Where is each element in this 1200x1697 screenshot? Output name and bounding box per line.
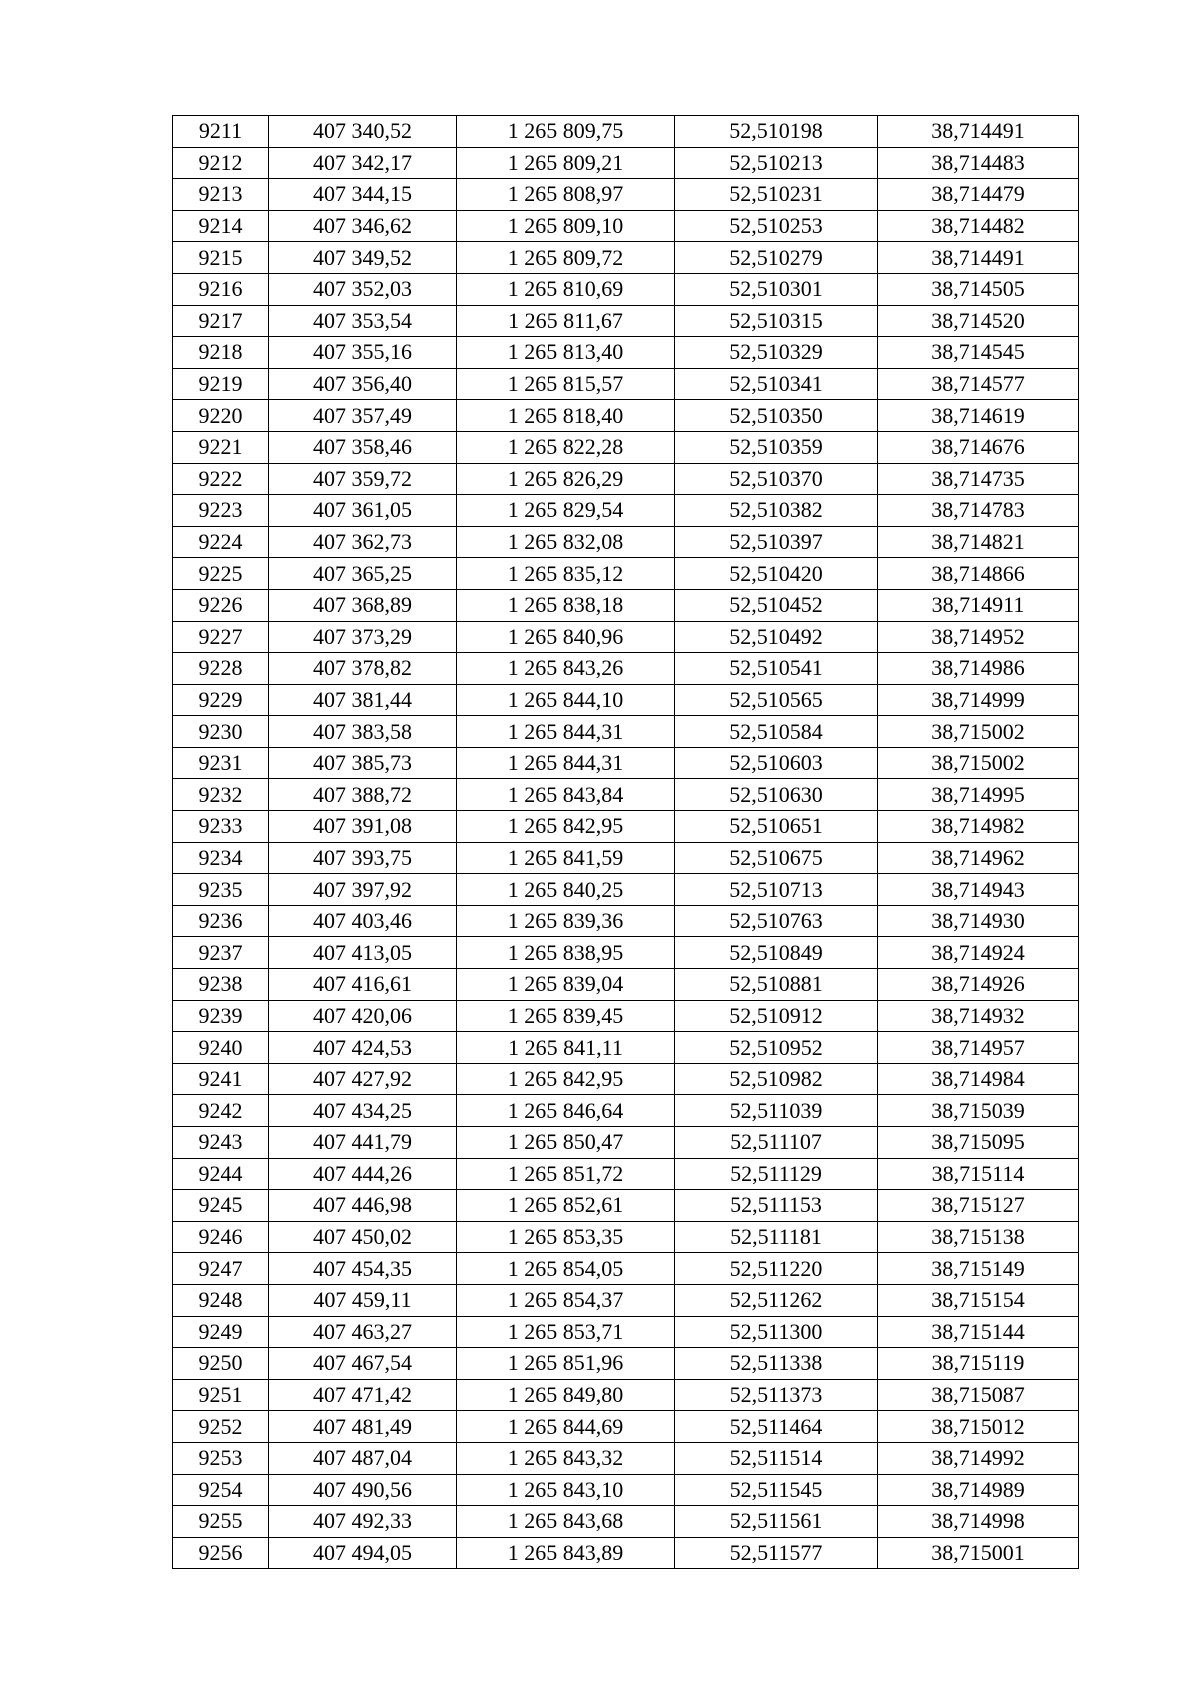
latitude-cell: 52,510651: [675, 811, 878, 843]
table-row: [173, 653, 1079, 685]
table-row: [173, 1474, 1079, 1506]
latitude-cell: 52,510452: [675, 589, 878, 621]
latitude-cell: 52,510341: [675, 368, 878, 400]
latitude-cell: 52,510603: [675, 747, 878, 779]
longitude-cell: 38,714483: [878, 147, 1079, 179]
y-coordinate-cell: 1 265 826,29: [457, 463, 675, 495]
longitude-cell: 38,715001: [878, 1537, 1079, 1569]
longitude-cell: 38,714932: [878, 1000, 1079, 1032]
table-row: [173, 1190, 1079, 1222]
y-coordinate-cell: 1 265 840,25: [457, 874, 675, 906]
y-coordinate-cell: 1 265 846,64: [457, 1095, 675, 1127]
longitude-cell: 38,714999: [878, 684, 1079, 716]
longitude-cell: 38,714505: [878, 273, 1079, 305]
x-coordinate-cell: 407 446,98: [269, 1190, 457, 1222]
table-row: [173, 495, 1079, 527]
table-row: [173, 273, 1079, 305]
longitude-cell: 38,715138: [878, 1221, 1079, 1253]
longitude-cell: 38,715002: [878, 716, 1079, 748]
table-row: [173, 116, 1079, 148]
latitude-cell: 52,511561: [675, 1506, 878, 1538]
x-coordinate-cell: 407 413,05: [269, 937, 457, 969]
longitude-cell: 38,714989: [878, 1474, 1079, 1506]
latitude-cell: 52,510584: [675, 716, 878, 748]
table-row: [173, 589, 1079, 621]
point-number-cell: 9223: [173, 495, 269, 527]
y-coordinate-cell: 1 265 829,54: [457, 495, 675, 527]
x-coordinate-cell: 407 434,25: [269, 1095, 457, 1127]
point-number-cell: 9214: [173, 210, 269, 242]
y-coordinate-cell: 1 265 850,47: [457, 1127, 675, 1159]
latitude-cell: 52,510350: [675, 400, 878, 432]
table-row: [173, 179, 1079, 211]
point-number-cell: 9232: [173, 779, 269, 811]
longitude-cell: 38,714491: [878, 242, 1079, 274]
point-number-cell: 9227: [173, 621, 269, 653]
latitude-cell: 52,511220: [675, 1253, 878, 1285]
table-row: [173, 558, 1079, 590]
x-coordinate-cell: 407 467,54: [269, 1348, 457, 1380]
x-coordinate-cell: 407 444,26: [269, 1158, 457, 1190]
y-coordinate-cell: 1 265 835,12: [457, 558, 675, 590]
table-row: [173, 1127, 1079, 1159]
latitude-cell: 52,510329: [675, 337, 878, 369]
table-row: [173, 1284, 1079, 1316]
y-coordinate-cell: 1 265 843,84: [457, 779, 675, 811]
y-coordinate-cell: 1 265 815,57: [457, 368, 675, 400]
latitude-cell: 52,510231: [675, 179, 878, 211]
point-number-cell: 9237: [173, 937, 269, 969]
latitude-cell: 52,510279: [675, 242, 878, 274]
table-row: [173, 463, 1079, 495]
point-number-cell: 9240: [173, 1032, 269, 1064]
x-coordinate-cell: 407 340,52: [269, 116, 457, 148]
x-coordinate-cell: 407 450,02: [269, 1221, 457, 1253]
longitude-cell: 38,715012: [878, 1411, 1079, 1443]
y-coordinate-cell: 1 265 843,10: [457, 1474, 675, 1506]
longitude-cell: 38,714930: [878, 905, 1079, 937]
longitude-cell: 38,714984: [878, 1063, 1079, 1095]
point-number-cell: 9239: [173, 1000, 269, 1032]
x-coordinate-cell: 407 365,25: [269, 558, 457, 590]
y-coordinate-cell: 1 265 851,96: [457, 1348, 675, 1380]
x-coordinate-cell: 407 397,92: [269, 874, 457, 906]
x-coordinate-cell: 407 385,73: [269, 747, 457, 779]
x-coordinate-cell: 407 391,08: [269, 811, 457, 843]
point-number-cell: 9248: [173, 1284, 269, 1316]
x-coordinate-cell: 407 427,92: [269, 1063, 457, 1095]
point-number-cell: 9225: [173, 558, 269, 590]
y-coordinate-cell: 1 265 810,69: [457, 273, 675, 305]
y-coordinate-cell: 1 265 842,95: [457, 811, 675, 843]
y-coordinate-cell: 1 265 822,28: [457, 431, 675, 463]
y-coordinate-cell: 1 265 844,10: [457, 684, 675, 716]
latitude-cell: 52,511545: [675, 1474, 878, 1506]
y-coordinate-cell: 1 265 818,40: [457, 400, 675, 432]
y-coordinate-cell: 1 265 852,61: [457, 1190, 675, 1222]
table-row: [173, 811, 1079, 843]
latitude-cell: 52,510713: [675, 874, 878, 906]
table-row: [173, 1379, 1079, 1411]
x-coordinate-cell: 407 383,58: [269, 716, 457, 748]
x-coordinate-cell: 407 362,73: [269, 526, 457, 558]
x-coordinate-cell: 407 459,11: [269, 1284, 457, 1316]
x-coordinate-cell: 407 420,06: [269, 1000, 457, 1032]
x-coordinate-cell: 407 378,82: [269, 653, 457, 685]
table-row: [173, 1221, 1079, 1253]
longitude-cell: 38,714479: [878, 179, 1079, 211]
longitude-cell: 38,714866: [878, 558, 1079, 590]
table-row: [173, 1442, 1079, 1474]
x-coordinate-cell: 407 487,04: [269, 1442, 457, 1474]
y-coordinate-cell: 1 265 832,08: [457, 526, 675, 558]
latitude-cell: 52,511129: [675, 1158, 878, 1190]
longitude-cell: 38,714545: [878, 337, 1079, 369]
point-number-cell: 9228: [173, 653, 269, 685]
longitude-cell: 38,714821: [878, 526, 1079, 558]
table-row: [173, 1316, 1079, 1348]
table-row: [173, 210, 1079, 242]
table-row: [173, 874, 1079, 906]
y-coordinate-cell: 1 265 853,35: [457, 1221, 675, 1253]
point-number-cell: 9250: [173, 1348, 269, 1380]
longitude-cell: 38,715114: [878, 1158, 1079, 1190]
table-row: [173, 1253, 1079, 1285]
longitude-cell: 38,714491: [878, 116, 1079, 148]
x-coordinate-cell: 407 454,35: [269, 1253, 457, 1285]
table-row: [173, 1095, 1079, 1127]
longitude-cell: 38,714783: [878, 495, 1079, 527]
coordinates-table: [172, 115, 1079, 1569]
longitude-cell: 38,714982: [878, 811, 1079, 843]
point-number-cell: 9249: [173, 1316, 269, 1348]
point-number-cell: 9247: [173, 1253, 269, 1285]
point-number-cell: 9255: [173, 1506, 269, 1538]
y-coordinate-cell: 1 265 844,69: [457, 1411, 675, 1443]
point-number-cell: 9254: [173, 1474, 269, 1506]
point-number-cell: 9226: [173, 589, 269, 621]
y-coordinate-cell: 1 265 844,31: [457, 716, 675, 748]
latitude-cell: 52,511262: [675, 1284, 878, 1316]
longitude-cell: 38,714482: [878, 210, 1079, 242]
table-row: [173, 431, 1079, 463]
point-number-cell: 9230: [173, 716, 269, 748]
table-row: [173, 779, 1079, 811]
point-number-cell: 9212: [173, 147, 269, 179]
longitude-cell: 38,714943: [878, 874, 1079, 906]
longitude-cell: 38,714619: [878, 400, 1079, 432]
y-coordinate-cell: 1 265 839,45: [457, 1000, 675, 1032]
y-coordinate-cell: 1 265 843,26: [457, 653, 675, 685]
latitude-cell: 52,510198: [675, 116, 878, 148]
x-coordinate-cell: 407 416,61: [269, 969, 457, 1001]
x-coordinate-cell: 407 344,15: [269, 179, 457, 211]
table-row: [173, 1506, 1079, 1538]
latitude-cell: 52,511373: [675, 1379, 878, 1411]
table-row: [173, 969, 1079, 1001]
x-coordinate-cell: 407 393,75: [269, 842, 457, 874]
table-row: [173, 368, 1079, 400]
longitude-cell: 38,714986: [878, 653, 1079, 685]
point-number-cell: 9243: [173, 1127, 269, 1159]
latitude-cell: 52,511338: [675, 1348, 878, 1380]
point-number-cell: 9242: [173, 1095, 269, 1127]
x-coordinate-cell: 407 492,33: [269, 1506, 457, 1538]
longitude-cell: 38,715149: [878, 1253, 1079, 1285]
latitude-cell: 52,511039: [675, 1095, 878, 1127]
x-coordinate-cell: 407 481,49: [269, 1411, 457, 1443]
y-coordinate-cell: 1 265 813,40: [457, 337, 675, 369]
x-coordinate-cell: 407 342,17: [269, 147, 457, 179]
latitude-cell: 52,510982: [675, 1063, 878, 1095]
y-coordinate-cell: 1 265 809,75: [457, 116, 675, 148]
coordinates-table-body: [173, 116, 1079, 1569]
x-coordinate-cell: 407 356,40: [269, 368, 457, 400]
latitude-cell: 52,510849: [675, 937, 878, 969]
table-row: [173, 337, 1079, 369]
longitude-cell: 38,714577: [878, 368, 1079, 400]
y-coordinate-cell: 1 265 854,37: [457, 1284, 675, 1316]
y-coordinate-cell: 1 265 843,89: [457, 1537, 675, 1569]
point-number-cell: 9211: [173, 116, 269, 148]
table-row: [173, 242, 1079, 274]
longitude-cell: 38,715127: [878, 1190, 1079, 1222]
point-number-cell: 9224: [173, 526, 269, 558]
y-coordinate-cell: 1 265 839,36: [457, 905, 675, 937]
y-coordinate-cell: 1 265 843,32: [457, 1442, 675, 1474]
table-row: [173, 716, 1079, 748]
latitude-cell: 52,510675: [675, 842, 878, 874]
latitude-cell: 52,511514: [675, 1442, 878, 1474]
longitude-cell: 38,714995: [878, 779, 1079, 811]
y-coordinate-cell: 1 265 843,68: [457, 1506, 675, 1538]
latitude-cell: 52,510397: [675, 526, 878, 558]
latitude-cell: 52,510492: [675, 621, 878, 653]
point-number-cell: 9252: [173, 1411, 269, 1443]
y-coordinate-cell: 1 265 808,97: [457, 179, 675, 211]
longitude-cell: 38,715039: [878, 1095, 1079, 1127]
point-number-cell: 9216: [173, 273, 269, 305]
x-coordinate-cell: 407 357,49: [269, 400, 457, 432]
point-number-cell: 9256: [173, 1537, 269, 1569]
y-coordinate-cell: 1 265 842,95: [457, 1063, 675, 1095]
point-number-cell: 9238: [173, 969, 269, 1001]
table-row: [173, 147, 1079, 179]
longitude-cell: 38,714998: [878, 1506, 1079, 1538]
latitude-cell: 52,510420: [675, 558, 878, 590]
y-coordinate-cell: 1 265 809,10: [457, 210, 675, 242]
table-row: [173, 1032, 1079, 1064]
table-row: [173, 1411, 1079, 1443]
longitude-cell: 38,715002: [878, 747, 1079, 779]
longitude-cell: 38,715144: [878, 1316, 1079, 1348]
point-number-cell: 9215: [173, 242, 269, 274]
latitude-cell: 52,511464: [675, 1411, 878, 1443]
point-number-cell: 9217: [173, 305, 269, 337]
point-number-cell: 9236: [173, 905, 269, 937]
latitude-cell: 52,510541: [675, 653, 878, 685]
latitude-cell: 52,510301: [675, 273, 878, 305]
x-coordinate-cell: 407 441,79: [269, 1127, 457, 1159]
point-number-cell: 9229: [173, 684, 269, 716]
longitude-cell: 38,714520: [878, 305, 1079, 337]
table-row: [173, 1000, 1079, 1032]
point-number-cell: 9244: [173, 1158, 269, 1190]
table-row: [173, 1063, 1079, 1095]
latitude-cell: 52,510315: [675, 305, 878, 337]
x-coordinate-cell: 407 352,03: [269, 273, 457, 305]
latitude-cell: 52,510565: [675, 684, 878, 716]
latitude-cell: 52,510359: [675, 431, 878, 463]
point-number-cell: 9253: [173, 1442, 269, 1474]
x-coordinate-cell: 407 463,27: [269, 1316, 457, 1348]
point-number-cell: 9220: [173, 400, 269, 432]
y-coordinate-cell: 1 265 844,31: [457, 747, 675, 779]
y-coordinate-cell: 1 265 811,67: [457, 305, 675, 337]
latitude-cell: 52,510763: [675, 905, 878, 937]
y-coordinate-cell: 1 265 809,72: [457, 242, 675, 274]
y-coordinate-cell: 1 265 849,80: [457, 1379, 675, 1411]
y-coordinate-cell: 1 265 851,72: [457, 1158, 675, 1190]
y-coordinate-cell: 1 265 840,96: [457, 621, 675, 653]
point-number-cell: 9213: [173, 179, 269, 211]
longitude-cell: 38,714926: [878, 969, 1079, 1001]
longitude-cell: 38,714952: [878, 621, 1079, 653]
y-coordinate-cell: 1 265 839,04: [457, 969, 675, 1001]
point-number-cell: 9219: [173, 368, 269, 400]
x-coordinate-cell: 407 361,05: [269, 495, 457, 527]
latitude-cell: 52,511107: [675, 1127, 878, 1159]
x-coordinate-cell: 407 358,46: [269, 431, 457, 463]
y-coordinate-cell: 1 265 854,05: [457, 1253, 675, 1285]
latitude-cell: 52,510213: [675, 147, 878, 179]
latitude-cell: 52,510630: [675, 779, 878, 811]
table-row: [173, 1158, 1079, 1190]
y-coordinate-cell: 1 265 853,71: [457, 1316, 675, 1348]
longitude-cell: 38,714735: [878, 463, 1079, 495]
x-coordinate-cell: 407 471,42: [269, 1379, 457, 1411]
latitude-cell: 52,511153: [675, 1190, 878, 1222]
latitude-cell: 52,511577: [675, 1537, 878, 1569]
longitude-cell: 38,715119: [878, 1348, 1079, 1380]
longitude-cell: 38,714924: [878, 937, 1079, 969]
x-coordinate-cell: 407 381,44: [269, 684, 457, 716]
x-coordinate-cell: 407 355,16: [269, 337, 457, 369]
table-row: [173, 684, 1079, 716]
y-coordinate-cell: 1 265 809,21: [457, 147, 675, 179]
longitude-cell: 38,715154: [878, 1284, 1079, 1316]
longitude-cell: 38,714911: [878, 589, 1079, 621]
longitude-cell: 38,714992: [878, 1442, 1079, 1474]
y-coordinate-cell: 1 265 838,95: [457, 937, 675, 969]
longitude-cell: 38,715095: [878, 1127, 1079, 1159]
point-number-cell: 9235: [173, 874, 269, 906]
table-row: [173, 621, 1079, 653]
point-number-cell: 9241: [173, 1063, 269, 1095]
table-row: [173, 905, 1079, 937]
longitude-cell: 38,714676: [878, 431, 1079, 463]
x-coordinate-cell: 407 368,89: [269, 589, 457, 621]
x-coordinate-cell: 407 346,62: [269, 210, 457, 242]
x-coordinate-cell: 407 373,29: [269, 621, 457, 653]
x-coordinate-cell: 407 424,53: [269, 1032, 457, 1064]
latitude-cell: 52,510952: [675, 1032, 878, 1064]
x-coordinate-cell: 407 490,56: [269, 1474, 457, 1506]
x-coordinate-cell: 407 353,54: [269, 305, 457, 337]
table-row: [173, 305, 1079, 337]
point-number-cell: 9245: [173, 1190, 269, 1222]
x-coordinate-cell: 407 388,72: [269, 779, 457, 811]
x-coordinate-cell: 407 359,72: [269, 463, 457, 495]
point-number-cell: 9221: [173, 431, 269, 463]
table-row: [173, 747, 1079, 779]
latitude-cell: 52,510382: [675, 495, 878, 527]
table-row: [173, 1348, 1079, 1380]
longitude-cell: 38,714962: [878, 842, 1079, 874]
latitude-cell: 52,511181: [675, 1221, 878, 1253]
y-coordinate-cell: 1 265 841,11: [457, 1032, 675, 1064]
table-row: [173, 1537, 1079, 1569]
point-number-cell: 9233: [173, 811, 269, 843]
latitude-cell: 52,510881: [675, 969, 878, 1001]
latitude-cell: 52,510912: [675, 1000, 878, 1032]
point-number-cell: 9251: [173, 1379, 269, 1411]
x-coordinate-cell: 407 349,52: [269, 242, 457, 274]
point-number-cell: 9234: [173, 842, 269, 874]
y-coordinate-cell: 1 265 841,59: [457, 842, 675, 874]
latitude-cell: 52,510253: [675, 210, 878, 242]
point-number-cell: 9222: [173, 463, 269, 495]
point-number-cell: 9218: [173, 337, 269, 369]
longitude-cell: 38,714957: [878, 1032, 1079, 1064]
table-row: [173, 842, 1079, 874]
table-row: [173, 937, 1079, 969]
point-number-cell: 9246: [173, 1221, 269, 1253]
table-row: [173, 526, 1079, 558]
x-coordinate-cell: 407 494,05: [269, 1537, 457, 1569]
point-number-cell: 9231: [173, 747, 269, 779]
x-coordinate-cell: 407 403,46: [269, 905, 457, 937]
latitude-cell: 52,510370: [675, 463, 878, 495]
latitude-cell: 52,511300: [675, 1316, 878, 1348]
longitude-cell: 38,715087: [878, 1379, 1079, 1411]
table-row: [173, 400, 1079, 432]
y-coordinate-cell: 1 265 838,18: [457, 589, 675, 621]
